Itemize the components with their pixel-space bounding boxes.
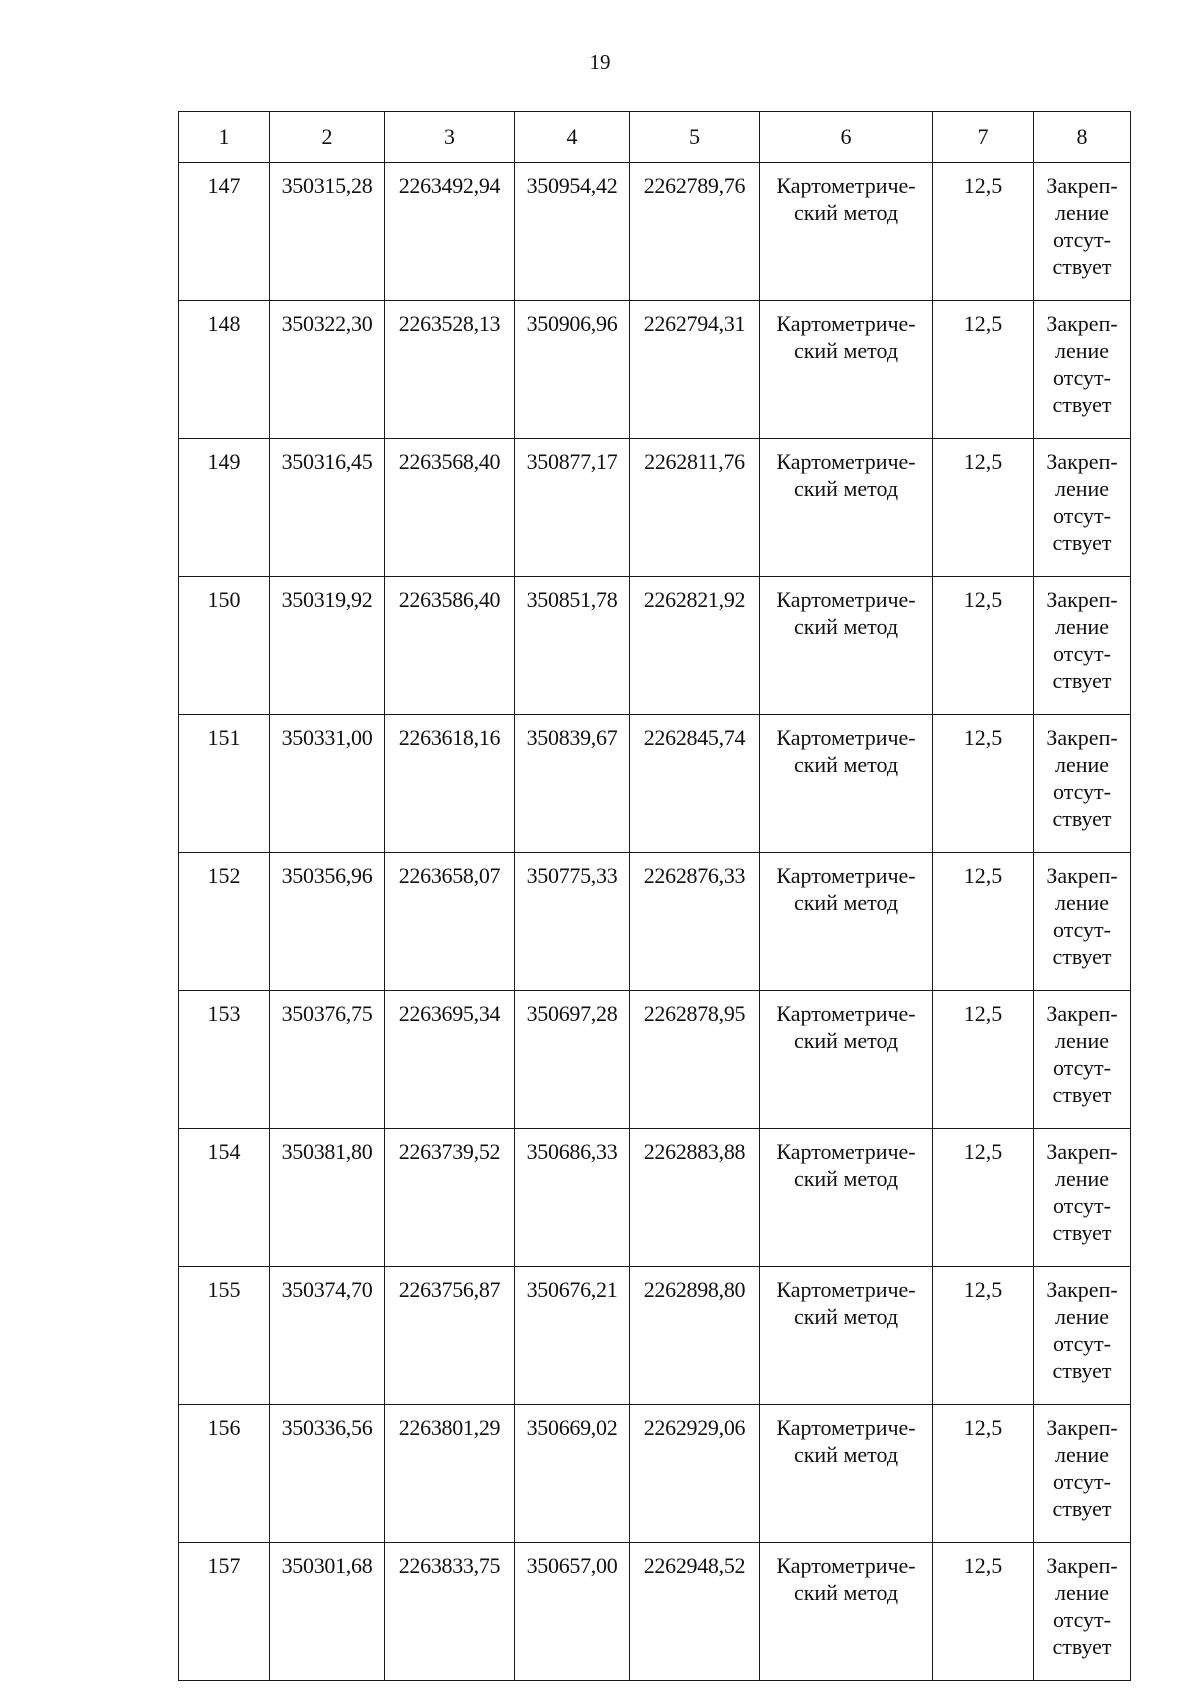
point-number-cell: 154 — [179, 1129, 270, 1267]
coordinate-cell: 2263739,52 — [385, 1129, 515, 1267]
table-row — [179, 577, 1131, 715]
point-number-cell: 149 — [179, 439, 270, 577]
coordinate-cell: 350657,00 — [515, 1543, 630, 1681]
accuracy-cell: 12,5 — [933, 991, 1034, 1129]
fixation-cell: Закреп- ление отсут- ствует — [1034, 991, 1131, 1129]
accuracy-cell: 12,5 — [933, 715, 1034, 853]
coordinate-cell: 2263618,16 — [385, 715, 515, 853]
coordinate-cell: 350319,92 — [270, 577, 385, 715]
method-cell: Картометриче- ский метод — [760, 1129, 933, 1267]
coordinate-cell: 2262811,76 — [630, 439, 760, 577]
table-body — [179, 163, 1131, 1681]
coordinate-cell: 350697,28 — [515, 991, 630, 1129]
coordinate-cell: 2263492,94 — [385, 163, 515, 301]
table-row — [179, 1267, 1131, 1405]
coordinate-cell: 350316,45 — [270, 439, 385, 577]
accuracy-cell: 12,5 — [933, 301, 1034, 439]
table-header — [179, 112, 1131, 163]
coordinate-cell: 2262898,80 — [630, 1267, 760, 1405]
accuracy-cell: 12,5 — [933, 853, 1034, 991]
method-cell: Картометриче- ский метод — [760, 1405, 933, 1543]
coordinate-cell: 2262878,95 — [630, 991, 760, 1129]
accuracy-cell: 12,5 — [933, 1405, 1034, 1543]
coordinate-cell: 2262883,88 — [630, 1129, 760, 1267]
method-cell: Картометриче- ский метод — [760, 715, 933, 853]
coordinate-cell: 2263568,40 — [385, 439, 515, 577]
header-row — [179, 112, 1131, 163]
point-number-cell: 157 — [179, 1543, 270, 1681]
point-number-cell: 148 — [179, 301, 270, 439]
coordinate-cell: 350851,78 — [515, 577, 630, 715]
table-row — [179, 991, 1131, 1129]
accuracy-cell: 12,5 — [933, 1267, 1034, 1405]
table-row — [179, 439, 1131, 577]
fixation-cell: Закреп- ление отсут- ствует — [1034, 577, 1131, 715]
fixation-cell: Закреп- ление отсут- ствует — [1034, 1543, 1131, 1681]
method-cell: Картометриче- ский метод — [760, 1267, 933, 1405]
coordinate-cell: 350381,80 — [270, 1129, 385, 1267]
accuracy-cell: 12,5 — [933, 439, 1034, 577]
coordinate-cell: 350669,02 — [515, 1405, 630, 1543]
point-number-cell: 150 — [179, 577, 270, 715]
coordinate-cell: 2262876,33 — [630, 853, 760, 991]
coordinates-table — [178, 111, 1131, 1681]
coordinate-cell: 350315,28 — [270, 163, 385, 301]
coordinate-cell: 350877,17 — [515, 439, 630, 577]
method-cell: Картометриче- ский метод — [760, 439, 933, 577]
fixation-cell: Закреп- ление отсут- ствует — [1034, 1267, 1131, 1405]
fixation-cell: Закреп- ление отсут- ствует — [1034, 301, 1131, 439]
point-number-cell: 153 — [179, 991, 270, 1129]
coordinate-cell: 2263528,13 — [385, 301, 515, 439]
header-cell: 7 — [933, 112, 1034, 163]
coordinate-cell: 2262845,74 — [630, 715, 760, 853]
header-cell: 2 — [270, 112, 385, 163]
method-cell: Картометриче- ский метод — [760, 163, 933, 301]
coordinate-cell: 2263801,29 — [385, 1405, 515, 1543]
method-cell: Картометриче- ский метод — [760, 577, 933, 715]
header-cell: 5 — [630, 112, 760, 163]
coordinate-cell: 2262948,52 — [630, 1543, 760, 1681]
table-row — [179, 1129, 1131, 1267]
coordinate-cell: 350331,00 — [270, 715, 385, 853]
point-number-cell: 155 — [179, 1267, 270, 1405]
fixation-cell: Закреп- ление отсут- ствует — [1034, 163, 1131, 301]
point-number-cell: 147 — [179, 163, 270, 301]
header-cell: 3 — [385, 112, 515, 163]
method-cell: Картометриче- ский метод — [760, 1543, 933, 1681]
coordinate-cell: 2263833,75 — [385, 1543, 515, 1681]
accuracy-cell: 12,5 — [933, 577, 1034, 715]
coordinate-cell: 350336,56 — [270, 1405, 385, 1543]
coordinate-cell: 350686,33 — [515, 1129, 630, 1267]
coordinate-cell: 2262929,06 — [630, 1405, 760, 1543]
coordinate-cell: 2262789,76 — [630, 163, 760, 301]
accuracy-cell: 12,5 — [933, 163, 1034, 301]
point-number-cell: 156 — [179, 1405, 270, 1543]
coordinate-cell: 350374,70 — [270, 1267, 385, 1405]
accuracy-cell: 12,5 — [933, 1129, 1034, 1267]
fixation-cell: Закреп- ление отсут- ствует — [1034, 715, 1131, 853]
fixation-cell: Закреп- ление отсут- ствует — [1034, 853, 1131, 991]
table-row — [179, 715, 1131, 853]
coordinate-cell: 2262821,92 — [630, 577, 760, 715]
coordinate-cell: 350322,30 — [270, 301, 385, 439]
table-row — [179, 301, 1131, 439]
fixation-cell: Закреп- ление отсут- ствует — [1034, 1129, 1131, 1267]
coordinate-cell: 2263756,87 — [385, 1267, 515, 1405]
coordinate-cell: 350906,96 — [515, 301, 630, 439]
table-row — [179, 1543, 1131, 1681]
header-cell: 6 — [760, 112, 933, 163]
accuracy-cell: 12,5 — [933, 1543, 1034, 1681]
fixation-cell: Закреп- ление отсут- ствует — [1034, 1405, 1131, 1543]
coordinate-cell: 350676,21 — [515, 1267, 630, 1405]
table-row — [179, 1405, 1131, 1543]
point-number-cell: 151 — [179, 715, 270, 853]
coordinate-cell: 350301,68 — [270, 1543, 385, 1681]
coordinate-cell: 350839,67 — [515, 715, 630, 853]
coordinate-cell: 350356,96 — [270, 853, 385, 991]
header-cell: 4 — [515, 112, 630, 163]
coordinate-cell: 2262794,31 — [630, 301, 760, 439]
header-cell: 1 — [179, 112, 270, 163]
coordinate-cell: 2263586,40 — [385, 577, 515, 715]
table-row — [179, 853, 1131, 991]
method-cell: Картометриче- ский метод — [760, 853, 933, 991]
coordinate-cell: 2263658,07 — [385, 853, 515, 991]
page-number: 19 — [589, 50, 611, 74]
coordinate-cell: 350376,75 — [270, 991, 385, 1129]
point-number-cell: 152 — [179, 853, 270, 991]
header-cell: 8 — [1034, 112, 1131, 163]
fixation-cell: Закреп- ление отсут- ствует — [1034, 439, 1131, 577]
table-row — [179, 163, 1131, 301]
coordinate-cell: 350775,33 — [515, 853, 630, 991]
method-cell: Картометриче- ский метод — [760, 301, 933, 439]
method-cell: Картометриче- ский метод — [760, 991, 933, 1129]
coordinate-cell: 350954,42 — [515, 163, 630, 301]
coordinate-cell: 2263695,34 — [385, 991, 515, 1129]
